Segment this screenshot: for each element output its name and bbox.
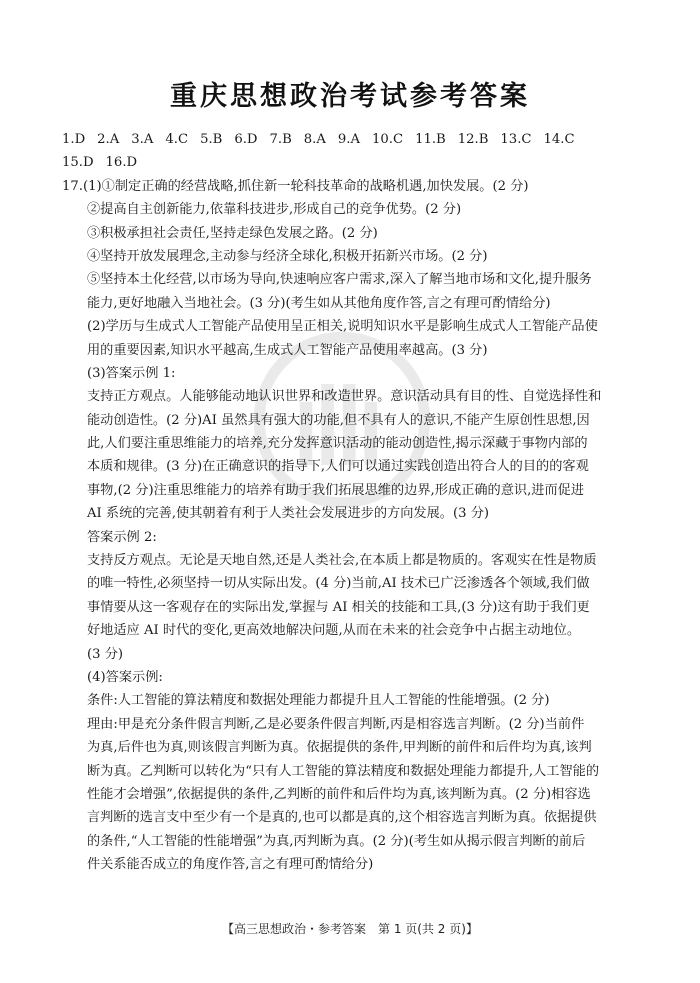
mc-answer: 2.A — [97, 132, 120, 147]
mc-answer: 11.B — [415, 132, 446, 147]
mc-answer: 5.B — [200, 132, 223, 147]
answer-line: 的条件,“人工智能的性能增强”为真,丙判断为真。(2 分)(考生如从揭示假言判断的前后 — [87, 833, 586, 849]
page-title: 重庆思想政治考试参考答案 — [170, 81, 530, 112]
answer-line: ②提高自主创新能力,依靠科技进步,形成自己的竞争优势。(2 分) — [87, 202, 462, 218]
answer-line: (3)答案示例 1: — [87, 365, 176, 381]
mc-answer: 16.D — [105, 155, 138, 171]
mc-answer: 7.B — [269, 132, 292, 147]
answer-line: 支持反方观点。无论是天地自然,还是人类社会,在本质上都是物质的。客观实在性是物质 — [87, 553, 597, 569]
answer-line: 件关系能否成立的角度作答,言之有理可酌情给分) — [87, 857, 374, 873]
answer-line: ③积极承担社会责任,坚持走绿色发展之路。(2 分) — [87, 225, 378, 241]
page-footer: 【高三思想政治・参考答案 第 1 页(共 2 页)】 — [222, 922, 478, 936]
answer-line: 断为真。乙判断可以转化为“只有人工智能的算法精度和数据处理能力都提升,人工智能的 — [87, 763, 600, 779]
answer-line: (2)学历与生成式人工智能产品使用呈正相关,说明知识水平是影响生成式人工智能产品使 — [87, 319, 598, 335]
mc-answer: 6.D — [234, 132, 258, 147]
mc-answer: 9.A — [337, 132, 360, 147]
answer-line: 能动创造性。(2 分)AI 虽然具有强大的功能,但不具有人的意识,不能产生原创性思想,因 — [87, 412, 590, 428]
answer-line: AI 系统的完善,使其朝着有利于人类社会发展进步的方向发展。(3 分) — [87, 506, 490, 522]
answer-line: ④坚持开放发展理念,主动参与经济全球化,积极开拓新兴市场。(2 分) — [87, 248, 488, 264]
answer-line: 条件:人工智能的算法精度和数据处理能力都提升且人工智能的性能增强。(2 分) — [87, 693, 550, 709]
answer-line: 答案示例 2: — [87, 529, 157, 545]
answer-line: 言判断的选言支中至少有一个是真的,也可以都是真的,这个相容选言判断为真。依据提供 — [87, 810, 597, 826]
mc-answer: 12.B — [457, 132, 489, 147]
answer-line: 好地适应 AI 时代的变化,更高效地解决问题,从而在未来的社会竞争中占据主动地位。 — [87, 623, 581, 639]
answer-content — [62, 128, 652, 877]
mc-answer: 15.D — [62, 155, 94, 171]
answer-line: 事情要从这一客观存在的实际出发,掌握与 AI 相关的技能和工具,(3 分)这有助于我们更 — [87, 599, 590, 615]
answer-line: 本质和规律。(3 分)在正确意识的指导下,人们可以通过实践创造出符合人的目的的客观 — [87, 459, 589, 475]
answer-line: 用的重要因素,知识水平越高,生成式人工智能产品使用率越高。(3 分) — [87, 342, 488, 358]
answer-line: 事物,(2 分)注重思维能力的培养有助于我们拓展思维的边界,形成正确的意识,进而促进 — [87, 482, 585, 498]
mc-answer: 3.A — [131, 132, 154, 147]
mc-answer: 13.C — [500, 132, 532, 147]
answer-line: (4)答案示例: — [87, 669, 163, 685]
mc-row-2 — [62, 151, 652, 174]
mc-row-1 — [62, 128, 652, 151]
answer-line: 为真,后件也为真,则该假言判断为真。依据提供的条件,甲判断的前件和后件均为真,该判 — [87, 740, 592, 756]
answer-line: 理由:甲是充分条件假言判断,乙是必要条件假言判断,丙是相容选言判断。(2 分)当前件 — [87, 716, 585, 732]
answer-line: 的唯一特性,必须坚持一切从实际出发。(4 分)当前,AI 技术已广泛渗透各个领域,我们做 — [87, 576, 590, 592]
answer-line: 支持正方观点。人能够能动地认识世界和改造世界。意识活动具有目的性、自觉选择性和 — [87, 389, 602, 405]
answer-line: ⑤坚持本土化经营,以市场为导向,快速响应客户需求,深入了解当地市场和文化,提升服务 — [87, 272, 592, 288]
question-17-block — [62, 175, 652, 877]
mc-answer: 14.C — [543, 132, 575, 147]
answer-line: 性能才会增强”,依据提供的条件,乙判断的前件和后件均为真,该判断为真。(2 分)相容选 — [87, 786, 591, 802]
answer-line: (3 分) — [87, 646, 124, 662]
answer-line: 此,人们要注重思维能力的培养,充分发挥意识活动的能动创造性,揭示深藏于事物内部的 — [87, 436, 588, 452]
mc-answer: 4.C — [165, 132, 189, 147]
answer-line: 能力,更好地融入当地社会。(3 分)(考生如从其他角度作答,言之有理可酌情给分) — [87, 295, 551, 311]
mc-answer: 10.C — [372, 132, 404, 147]
mc-answer: 1.D — [62, 132, 86, 147]
answer-line: 17.(1)①制定正确的经营战略,抓住新一轮科技革命的战略机遇,加快发展。(2 分) — [62, 178, 529, 194]
mc-answer: 8.A — [303, 132, 326, 147]
